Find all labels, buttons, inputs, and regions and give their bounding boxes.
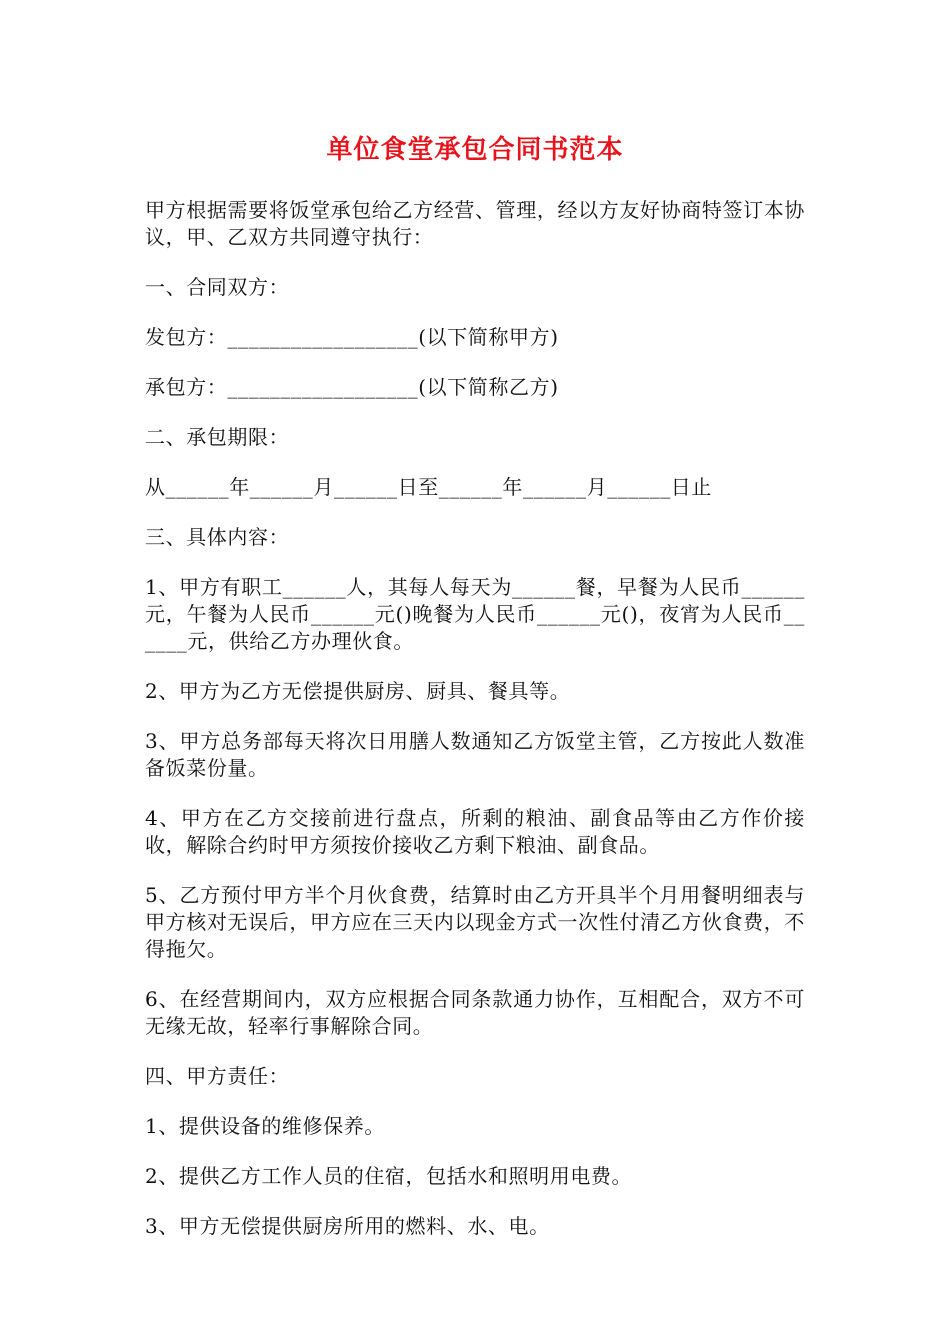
duty-clause-1: 1、提供设备的维修保养。 (145, 1114, 385, 1138)
section-heading-party-a-duties: 四、甲方责任： (145, 1064, 290, 1088)
duty-clause-3: 3、甲方无偿提供厨房所用的燃料、水、电。 (145, 1214, 550, 1238)
duty-clause-2: 2、提供乙方工作人员的住宿，包括水和照明用电费。 (145, 1164, 633, 1188)
content-clause-3: 3、甲方总务部每天将次日用膳人数通知乙方饭堂主管，乙方按此人数准备饭菜份量。 (145, 729, 805, 780)
term-dates-line: 从______年______月______日至______年______月______日止 (145, 475, 712, 499)
document-body (145, 197, 805, 1263)
contractor-line: 承包方：__________________(以下简称乙方) (145, 375, 559, 399)
section-heading-content: 三、具体内容： (145, 525, 290, 549)
content-clause-4: 4、甲方在乙方交接前进行盘点，所剩的粮油、副食品等由乙方作价接收，解除合约时甲方须按价接收乙方剩下粮油、副食品。 (145, 806, 805, 857)
document-title: 单位食堂承包合同书范本 (326, 135, 624, 165)
issuer-line: 发包方：__________________(以下简称甲方) (145, 325, 559, 349)
section-heading-term: 二、承包期限： (145, 425, 290, 449)
section-heading-parties: 一、合同双方： (145, 275, 290, 299)
intro-paragraph: 甲方根据需要将饭堂承包给乙方经营、管理，经以方友好协商特签订本协议，甲、乙双方共同遵守执行： (145, 198, 805, 249)
content-clause-1: 1、甲方有职工______人，其每人每天为______餐，早餐为人民币______元，午餐为人民币______元()晚餐为人民币______元()，夜宵为人民币______元，供给乙方办理伙食。 (145, 575, 805, 653)
content-clause-6: 6、在经营期间内，双方应根据合同条款通力协作，互相配合，双方不可无缘无故，轻率行事解除合同。 (145, 987, 805, 1038)
content-clause-5: 5、乙方预付甲方半个月伙食费，结算时由乙方开具半个月用餐明细表与甲方核对无误后，甲方应在三天内以现金方式一次性付清乙方伙食费，不得拖欠。 (145, 883, 805, 961)
content-clause-2: 2、甲方为乙方无偿提供厨房、厨具、餐具等。 (145, 679, 571, 703)
